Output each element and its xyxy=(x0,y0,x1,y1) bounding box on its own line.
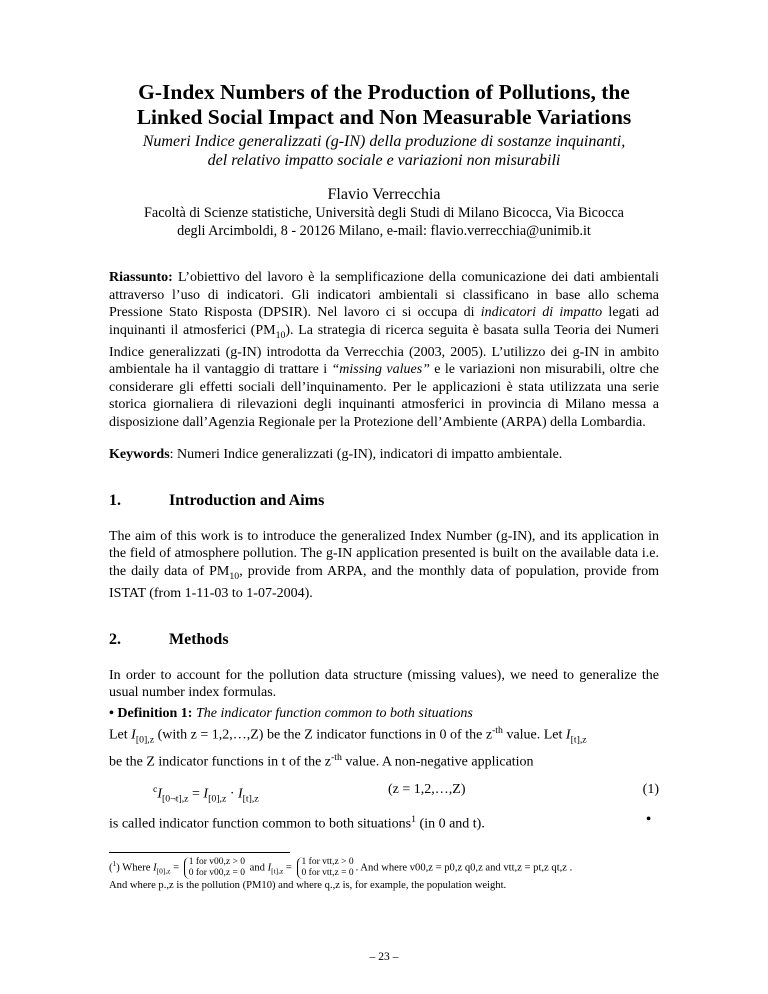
section-2-paragraph: In order to account for the pollution data structure (missing values), we need to generalize the usual number index formulas. xyxy=(109,667,659,701)
math-subscript: [t],z xyxy=(570,734,587,746)
math-symbol: I xyxy=(131,727,136,743)
definition-text: be the Z indicator functions in t of the z xyxy=(109,754,331,770)
footnote-marker: 1 xyxy=(411,814,417,826)
definition-title: The indicator function common to both situations xyxy=(192,705,473,721)
equation-body xyxy=(153,781,259,807)
paragraph-text: (in 0 and t). xyxy=(416,816,485,832)
equation-range: (z = 1,2,…,Z) xyxy=(388,782,466,798)
paragraph-text: is called indicator function common to both situations xyxy=(109,816,412,832)
footnote-separator xyxy=(109,852,659,853)
equation-1 xyxy=(109,781,659,805)
case-line: 1 for v00,z > 0 xyxy=(188,857,245,868)
abstract-emphasis: “missing values” xyxy=(331,362,430,378)
paragraph-subscript: 10 xyxy=(229,570,240,582)
math-subscript: [0],z xyxy=(156,867,171,876)
section-number: 1. xyxy=(109,491,121,509)
math-operator: = xyxy=(188,786,204,802)
affiliation-line-1: Facoltà di Scienze statistiche, Università degli Studi di Milano Bicocca, Via Bicocca xyxy=(144,205,624,221)
footnote-marker: 1 xyxy=(112,859,117,869)
page-number: – 23 – xyxy=(369,951,399,963)
case-line: 1 for vtt,z > 0 xyxy=(301,857,354,868)
keywords-label: Keywords xyxy=(109,447,170,463)
footnote-text: ( xyxy=(109,862,113,874)
author-name: Flavio Verrecchia xyxy=(327,186,441,203)
abstract xyxy=(109,269,659,431)
section-heading-1 xyxy=(109,492,659,510)
paper-title xyxy=(109,80,659,130)
math-symbol: I xyxy=(237,786,243,802)
paragraph-text: , provide from ARPA, and the monthly data of population, provide from ISTAT (from 1-11-03 to 1-07-2004). xyxy=(109,563,659,602)
math-superscript: -th xyxy=(331,752,342,764)
case-line: 0 for v00,z = 0 xyxy=(188,868,245,879)
section-title: Introduction and Aims xyxy=(169,491,325,509)
abstract-label: Riassunto: xyxy=(109,270,173,285)
math-subscript: [0¬t],z xyxy=(162,793,189,805)
math-symbol: I xyxy=(153,862,157,874)
abstract-emphasis: indicatori di impatto xyxy=(480,305,603,320)
definition-text: Let xyxy=(109,727,132,743)
footnote-text: . And where v00,z = p0,z q0,z and vtt,z = pt,z qt,z . xyxy=(355,862,573,874)
math-subscript: [t],z xyxy=(242,793,259,805)
subtitle-line-1: Numeri Indice generalizzati (g-IN) della produzione di sostanze inquinanti, xyxy=(142,133,626,150)
abstract-text: e le variazioni non misurabili, oltre che considerare gli effetti sociali dell’inquinamento. Per le applicazioni è stata utilizzata una serie storica giornaliera di rilevazioni degli inquinanti atmosferici in provincia di Milano messa a disposizione dall’Agenzia Regionale per la Protezione dell’Ambiente (ARPA) della Lombardia. xyxy=(109,362,660,430)
end-bullet: • xyxy=(646,812,651,828)
math-subscript: [0],z xyxy=(135,734,155,746)
paper-page xyxy=(109,80,659,893)
math-superscript: -th xyxy=(492,725,503,737)
math-symbol: I xyxy=(157,786,163,802)
paper-subtitle xyxy=(109,132,659,170)
definition-text: value. A non-negative application xyxy=(341,754,534,770)
abstract-text: legati ad inquinanti il atmosferici (PM xyxy=(109,305,660,338)
title-line-2: Linked Social Impact and Non Measurable Variations xyxy=(136,105,632,129)
definition-label: Definition 1: xyxy=(113,705,193,721)
math-superscript: c xyxy=(153,784,158,796)
subtitle-line-2: del relativo impatto sociale e variazioni non misurabili xyxy=(207,152,561,169)
math-symbol: I xyxy=(565,727,571,743)
case-brace xyxy=(297,857,354,879)
section-heading-2 xyxy=(109,631,659,649)
math-symbol: I xyxy=(203,786,209,802)
author-affiliation xyxy=(109,205,659,240)
footnote-text: ) Where xyxy=(116,862,154,874)
definition-text: value. Let xyxy=(502,727,566,743)
equation-number: (1) xyxy=(642,782,659,798)
math-operator: = xyxy=(170,862,182,874)
footnote-1 xyxy=(109,857,659,893)
footnote-text: And where p.,z is the pollution (PM10) and where q.,z is, for example, the population weight. xyxy=(109,880,507,892)
affiliation-line-2: degli Arcimboldi, 8 - 20126 Milano, e-mail: flavio.verrecchia@unimib.it xyxy=(177,222,591,239)
definition-text: (with z = 1,2,…,Z) be the Z indicator functions in 0 of the z xyxy=(154,727,493,743)
bullet: • xyxy=(109,705,114,721)
paragraph-text: The aim of this work is to introduce the generalized Index Number (g-IN), and its application in the field of atmosphere pollution. The g-IN application presented is built on the available data i.e. the daily data of PM xyxy=(109,528,659,579)
keywords-text: : Numeri Indice generalizzati (g-IN), indicatori di impatto ambientale. xyxy=(169,447,563,463)
keywords xyxy=(109,446,659,464)
math-operator: = xyxy=(283,862,295,874)
math-subscript: [0],z xyxy=(208,793,227,805)
definition-1 xyxy=(109,705,659,772)
case-line: 0 for vtt,z = 0 xyxy=(301,868,354,879)
section-1-paragraph xyxy=(109,528,659,603)
title-line-1: G-Index Numbers of the Production of Pollutions, the xyxy=(138,80,630,104)
abstract-text: ). La strategia di ricerca seguita è basata sulla Teoria dei Numeri Indice generalizzati (g-IN) introdotta da Verrecchia (2003, 2005). L’utilizzo dei g-IN in ambito ambientale ha il vantaggio di trattare i xyxy=(109,322,659,378)
footnote-text: and xyxy=(246,862,268,874)
math-symbol: I xyxy=(267,862,272,874)
abstract-subscript: 10 xyxy=(275,329,286,341)
equation-explanation xyxy=(109,811,659,833)
math-operator: · xyxy=(226,786,238,802)
abstract-text: L’obiettivo del lavoro è la semplificazione della comunicazione dei dati ambientali attraverso l’uso di indicatori. Gli indicatori ambientali si classificano in base allo schema Pressione Stato Risposta (DPSIR). Nel lavoro ci si occupa di xyxy=(109,270,659,320)
section-title: Methods xyxy=(169,630,229,648)
case-brace xyxy=(184,857,245,879)
math-subscript: [t],z xyxy=(271,867,284,876)
section-number: 2. xyxy=(109,630,121,648)
